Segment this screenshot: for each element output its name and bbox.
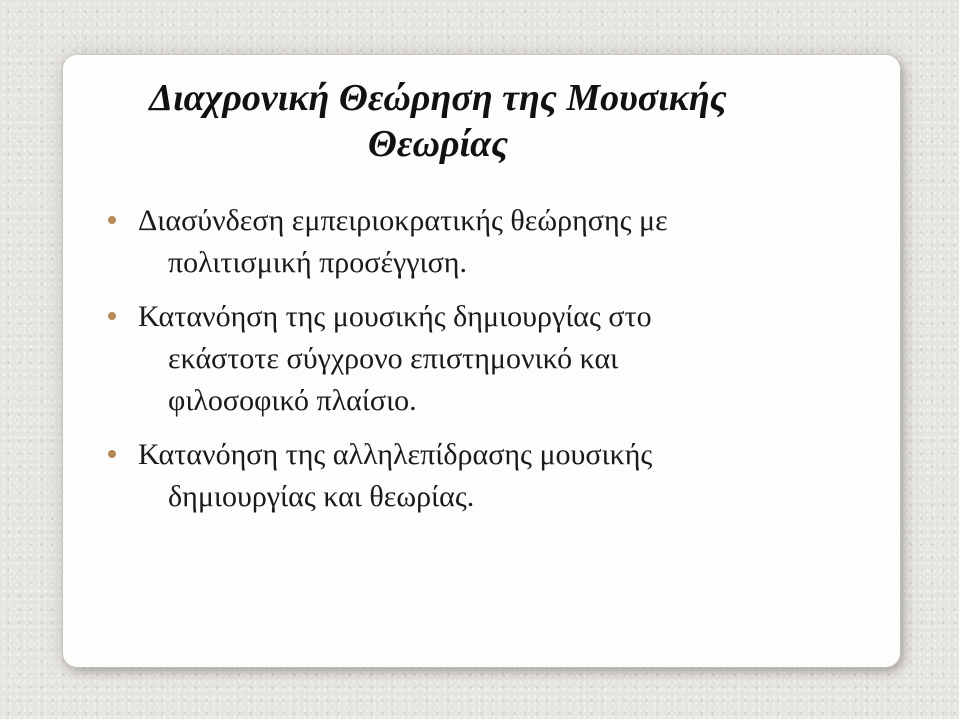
bullet-text-line: δημιουργίας και θεωρίας.: [168, 480, 475, 513]
bullet-text-line: Διασύνδεση εμπειριοκρατικής θεώρησης με: [138, 204, 668, 237]
bullet-dot-icon: [108, 312, 116, 320]
slide-title: [63, 75, 813, 167]
bullet-item: [106, 200, 876, 284]
bullet-text-line: φιλοσοφικό πλαίσιο.: [168, 384, 417, 417]
bullet-list: [106, 200, 876, 530]
bullet-text-line: Κατανόηση της μουσικής δημιουργίας στο: [138, 300, 652, 333]
bullet-item: [106, 434, 876, 518]
bullet-text-line: πολιτισμική προσέγγιση.: [168, 246, 467, 279]
slide-title-line-2: Θεωρίας: [367, 123, 509, 165]
bullet-text-line: Κατανόηση της αλληλεπίδρασης μουσικής: [138, 438, 653, 471]
bullet-dot-icon: [108, 450, 116, 458]
slide-card: [63, 55, 900, 667]
bullet-text-line: εκάστοτε σύγχρονο επιστημονικό και: [168, 342, 619, 375]
bullet-item: [106, 296, 876, 422]
bullet-dot-icon: [108, 216, 116, 224]
slide-title-line-1: Διαχρονική Θεώρηση της Μουσικής: [149, 77, 727, 119]
